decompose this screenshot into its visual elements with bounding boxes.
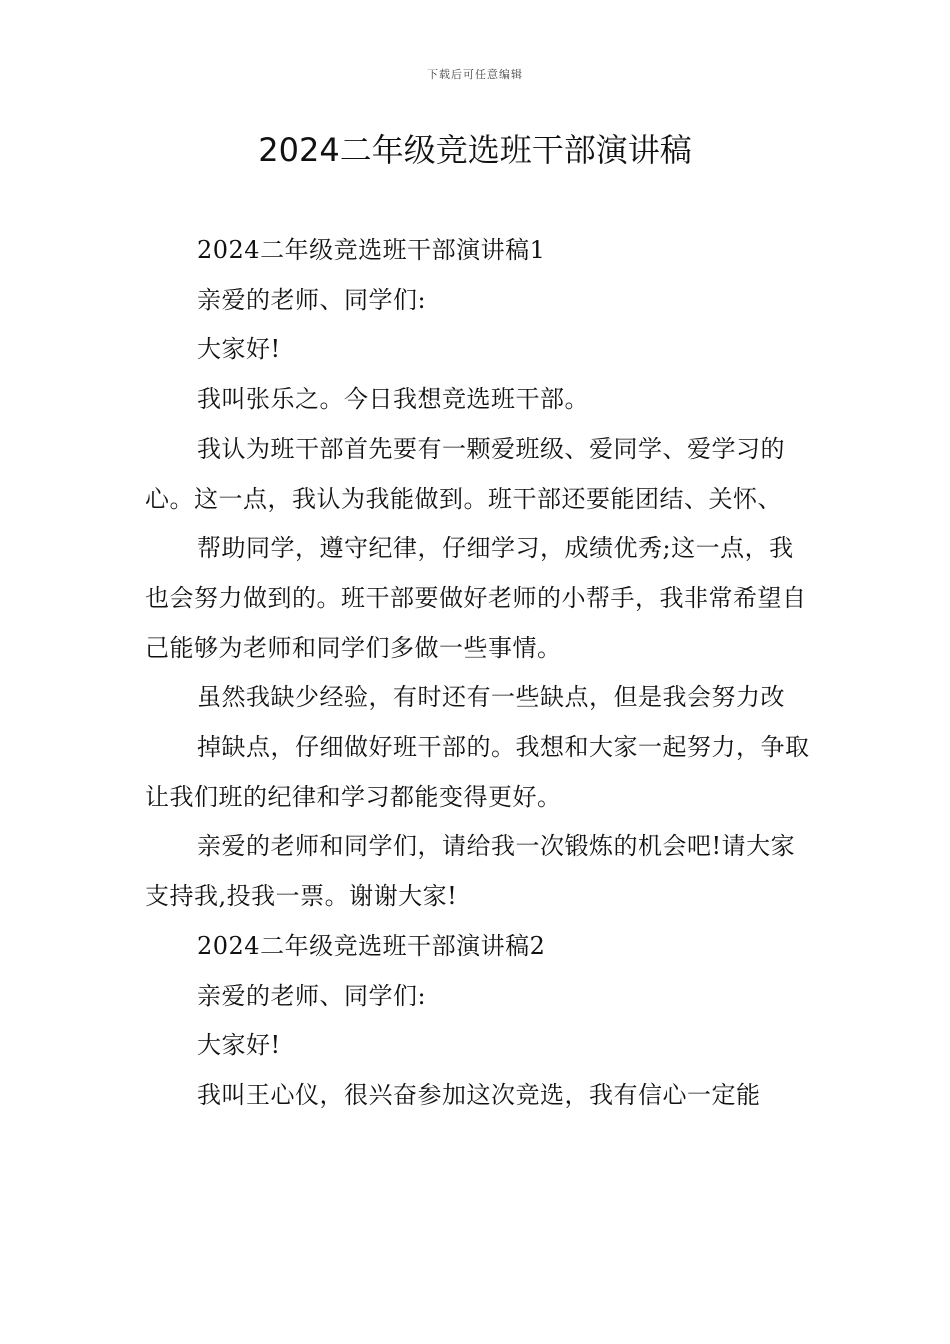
- speech-1-heading: 2024二年级竞选班干部演讲稿1: [197, 236, 546, 264]
- body-paragraph: 掉缺点，仔细做好班干部的。我想和大家一起努力，争取让我们班的纪律和学习都能变得更好。: [145, 733, 810, 811]
- body-paragraph: 我认为班干部首先要有一颗爱班级、爱同学、爱学习的心。这一点，我认为我能做到。班干部还要能团结、关怀、: [145, 434, 785, 513]
- greeting-paragraph: 大家好!: [197, 1031, 281, 1060]
- greeting-paragraph: 大家好!: [197, 335, 281, 364]
- body-paragraph: 帮助同学，遵守纪律，仔细学习，成绩优秀;这一点，我也会努力做到的。班干部要做好老师的小帮手，我非常希望自己能够为老师和同学们多做一些事情。: [145, 534, 807, 662]
- closing-paragraph: 亲爱的老师和同学们，请给我一次锻炼的机会吧!请大家支持我,投我一票。谢谢大家!: [145, 832, 796, 911]
- page-header-note: 下载后可任意编辑: [427, 68, 523, 81]
- introduction-paragraph: 我叫张乐之。今日我想竞选班干部。: [197, 385, 589, 414]
- speech-2-heading: 2024二年级竞选班干部演讲稿2: [197, 931, 546, 960]
- salutation-paragraph: 亲爱的老师、同学们:: [197, 285, 427, 314]
- document-title: 2024二年级竞选班干部演讲稿: [258, 131, 692, 169]
- introduction-paragraph: 我叫王心仪，很兴奋参加这次竞选，我有信心一定能: [197, 1080, 761, 1109]
- body-paragraph: 虽然我缺少经验，有时还有一些缺点，但是我会努力改: [197, 683, 785, 712]
- document-body: [145, 226, 810, 1121]
- salutation-paragraph: 亲爱的老师、同学们:: [197, 981, 427, 1010]
